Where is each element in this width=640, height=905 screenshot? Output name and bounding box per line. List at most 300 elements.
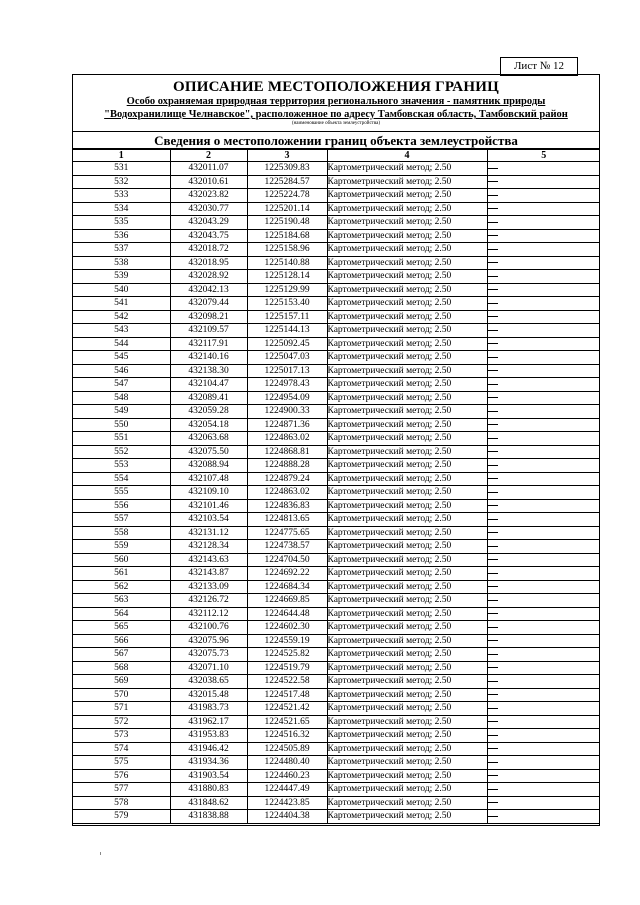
table-row [73,418,600,432]
point-number-cell: 573 [73,729,170,743]
table-row [73,216,600,230]
table-row [73,594,600,608]
description-cell [487,472,600,486]
y-coordinate-cell: 1224521.65 [247,715,327,729]
column-header: 2 [170,150,247,162]
dash-mark [488,600,498,601]
y-coordinate-cell: 1225128.14 [247,270,327,284]
dash-mark [488,411,498,412]
dash-mark [488,505,498,506]
table-row [73,310,600,324]
method-cell: Картометрический метод; 2.50 [327,351,487,365]
method-cell: Картометрический метод; 2.50 [327,175,487,189]
method-cell: Картометрический метод; 2.50 [327,418,487,432]
method-cell: Картометрический метод; 2.50 [327,648,487,662]
dash-mark [488,573,498,574]
y-coordinate-cell: 1224404.38 [247,810,327,824]
table-row [73,391,600,405]
description-cell [487,594,600,608]
x-coordinate-cell: 432112.12 [170,607,247,621]
table-row [73,810,600,824]
y-coordinate-cell: 1225153.40 [247,297,327,311]
x-coordinate-cell: 432075.73 [170,648,247,662]
method-cell: Картометрический метод; 2.50 [327,297,487,311]
table-row [73,648,600,662]
method-cell: Картометрический метод; 2.50 [327,202,487,216]
table-row [73,256,600,270]
description-cell [487,486,600,500]
method-cell: Картометрический метод; 2.50 [327,769,487,783]
dash-mark [488,438,498,439]
y-coordinate-cell: 1225017.13 [247,364,327,378]
y-coordinate-cell: 1225047.03 [247,351,327,365]
description-cell [487,189,600,203]
x-coordinate-cell: 432054.18 [170,418,247,432]
point-number-cell: 554 [73,472,170,486]
method-cell: Картометрический метод; 2.50 [327,472,487,486]
dash-mark [488,640,498,641]
table-row [73,661,600,675]
x-coordinate-cell: 432011.07 [170,162,247,176]
table-row [73,229,600,243]
point-number-cell: 541 [73,297,170,311]
y-coordinate-cell: 1224900.33 [247,405,327,419]
table-row [73,283,600,297]
method-cell: Картометрический метод; 2.50 [327,675,487,689]
method-cell: Картометрический метод; 2.50 [327,216,487,230]
dash-mark [488,478,498,479]
y-coordinate-cell: 1225092.45 [247,337,327,351]
description-cell [487,661,600,675]
x-coordinate-cell: 432015.48 [170,688,247,702]
description-cell [487,418,600,432]
description-cell [487,324,600,338]
dash-mark [488,721,498,722]
y-coordinate-cell: 1225190.48 [247,216,327,230]
description-cell [487,243,600,257]
x-coordinate-cell: 432043.29 [170,216,247,230]
description-cell [487,351,600,365]
method-cell: Картометрический метод; 2.50 [327,229,487,243]
dash-mark [488,222,498,223]
dash-mark [488,694,498,695]
table-row [73,729,600,743]
boundary-points-table [73,149,600,824]
point-number-cell: 563 [73,594,170,608]
dash-mark [488,451,498,452]
table-row [73,270,600,284]
description-cell [487,634,600,648]
object-type-line: Особо охраняемая природная территория регионального значения - памятник природы [126,96,546,107]
table-row [73,472,600,486]
description-cell [487,297,600,311]
document-title: ОПИСАНИЕ МЕСТОПОЛОЖЕНИЯ ГРАНИЦ [173,79,499,95]
object-name-caption: (наименование объекта землеустройства) [291,121,381,126]
dash-mark [488,249,498,250]
y-coordinate-cell: 1225158.96 [247,243,327,257]
point-number-cell: 535 [73,216,170,230]
description-cell [487,675,600,689]
x-coordinate-cell: 432109.10 [170,486,247,500]
y-coordinate-cell: 1224704.50 [247,553,327,567]
table-row [73,364,600,378]
x-coordinate-cell: 432104.47 [170,378,247,392]
table-row [73,324,600,338]
table-row [73,297,600,311]
description-cell [487,283,600,297]
x-coordinate-cell: 432038.65 [170,675,247,689]
description-cell [487,337,600,351]
dash-mark [488,748,498,749]
table-row [73,553,600,567]
y-coordinate-cell: 1224775.65 [247,526,327,540]
point-number-cell: 555 [73,486,170,500]
method-cell: Картометрический метод; 2.50 [327,486,487,500]
point-number-cell: 558 [73,526,170,540]
y-coordinate-cell: 1224559.19 [247,634,327,648]
x-coordinate-cell: 432089.41 [170,391,247,405]
dash-mark [488,519,498,520]
point-number-cell: 548 [73,391,170,405]
dash-mark [488,303,498,304]
point-number-cell: 544 [73,337,170,351]
y-coordinate-cell: 1224516.32 [247,729,327,743]
y-coordinate-cell: 1224460.23 [247,769,327,783]
table-row [73,702,600,716]
method-cell: Картометрический метод; 2.50 [327,405,487,419]
table-row [73,243,600,257]
x-coordinate-cell: 432133.09 [170,580,247,594]
dash-mark [488,289,498,290]
object-name-line: "Водохранилище Челнавское", расположенное по адресу Тамбовская область, Тамбовский район [104,109,568,120]
dash-mark [488,195,498,196]
method-cell: Картометрический метод; 2.50 [327,270,487,284]
point-number-cell: 539 [73,270,170,284]
y-coordinate-cell: 1224517.48 [247,688,327,702]
point-number-cell: 547 [73,378,170,392]
method-cell: Картометрический метод; 2.50 [327,499,487,513]
x-coordinate-cell: 432117.91 [170,337,247,351]
description-cell [487,688,600,702]
x-coordinate-cell: 432030.77 [170,202,247,216]
point-number-cell: 534 [73,202,170,216]
dash-mark [488,613,498,614]
dash-mark [488,627,498,628]
table-row [73,202,600,216]
x-coordinate-cell: 432098.21 [170,310,247,324]
method-cell: Картометрический метод; 2.50 [327,594,487,608]
x-coordinate-cell: 431880.83 [170,783,247,797]
point-number-cell: 533 [73,189,170,203]
column-header: 1 [73,150,170,162]
table-row [73,351,600,365]
dash-mark [488,532,498,533]
x-coordinate-cell: 432075.96 [170,634,247,648]
method-cell: Картометрический метод; 2.50 [327,243,487,257]
method-cell: Картометрический метод; 2.50 [327,810,487,824]
x-coordinate-cell: 432138.30 [170,364,247,378]
dash-mark [488,735,498,736]
x-coordinate-cell: 432143.63 [170,553,247,567]
method-cell: Картометрический метод; 2.50 [327,337,487,351]
point-number-cell: 560 [73,553,170,567]
x-coordinate-cell: 432042.13 [170,283,247,297]
method-cell: Картометрический метод; 2.50 [327,634,487,648]
table-row [73,540,600,554]
dash-mark [488,492,498,493]
y-coordinate-cell: 1224447.49 [247,783,327,797]
y-coordinate-cell: 1224863.02 [247,432,327,446]
y-coordinate-cell: 1224868.81 [247,445,327,459]
point-number-cell: 577 [73,783,170,797]
description-cell [487,526,600,540]
y-coordinate-cell: 1224669.85 [247,594,327,608]
point-number-cell: 572 [73,715,170,729]
dash-mark [488,424,498,425]
method-cell: Картометрический метод; 2.50 [327,162,487,176]
method-cell: Картометрический метод; 2.50 [327,661,487,675]
x-coordinate-cell: 431934.36 [170,756,247,770]
point-number-cell: 552 [73,445,170,459]
description-cell [487,580,600,594]
description-cell [487,715,600,729]
dash-mark [488,168,498,169]
table-row [73,526,600,540]
method-cell: Картометрический метод; 2.50 [327,756,487,770]
description-cell [487,648,600,662]
method-cell: Картометрический метод; 2.50 [327,324,487,338]
x-coordinate-cell: 431962.17 [170,715,247,729]
scan-mark [100,852,101,855]
dash-mark [488,397,498,398]
x-coordinate-cell: 431983.73 [170,702,247,716]
description-cell [487,729,600,743]
description-cell [487,607,600,621]
point-number-cell: 538 [73,256,170,270]
table-row [73,634,600,648]
x-coordinate-cell: 432079.44 [170,297,247,311]
x-coordinate-cell: 432071.10 [170,661,247,675]
y-coordinate-cell: 1224519.79 [247,661,327,675]
y-coordinate-cell: 1224423.85 [247,796,327,810]
table-row [73,675,600,689]
point-number-cell: 569 [73,675,170,689]
description-cell [487,756,600,770]
x-coordinate-cell: 432043.75 [170,229,247,243]
method-cell: Картометрический метод; 2.50 [327,378,487,392]
y-coordinate-cell: 1225201.14 [247,202,327,216]
table-row [73,432,600,446]
description-cell [487,567,600,581]
y-coordinate-cell: 1224863.02 [247,486,327,500]
point-number-cell: 537 [73,243,170,257]
description-cell [487,540,600,554]
y-coordinate-cell: 1224871.36 [247,418,327,432]
x-coordinate-cell: 432140.16 [170,351,247,365]
description-cell [487,270,600,284]
method-cell: Картометрический метод; 2.50 [327,256,487,270]
description-cell [487,391,600,405]
method-cell: Картометрический метод; 2.50 [327,526,487,540]
description-cell [487,769,600,783]
method-cell: Картометрический метод; 2.50 [327,459,487,473]
dash-mark [488,262,498,263]
table-row [73,189,600,203]
table-row [73,405,600,419]
description-cell [487,796,600,810]
description-cell [487,459,600,473]
point-number-cell: 576 [73,769,170,783]
point-number-cell: 549 [73,405,170,419]
dash-mark [488,816,498,817]
point-number-cell: 578 [73,796,170,810]
y-coordinate-cell: 1225309.83 [247,162,327,176]
method-cell: Картометрический метод; 2.50 [327,283,487,297]
table-row [73,162,600,176]
x-coordinate-cell: 431953.83 [170,729,247,743]
point-number-cell: 551 [73,432,170,446]
y-coordinate-cell: 1224836.83 [247,499,327,513]
description-cell [487,175,600,189]
dash-mark [488,789,498,790]
y-coordinate-cell: 1224602.30 [247,621,327,635]
dash-mark [488,384,498,385]
point-number-cell: 553 [73,459,170,473]
point-number-cell: 574 [73,742,170,756]
method-cell: Картометрический метод; 2.50 [327,553,487,567]
x-coordinate-cell: 432075.50 [170,445,247,459]
dash-mark [488,775,498,776]
x-coordinate-cell: 432100.76 [170,621,247,635]
dash-mark [488,667,498,668]
y-coordinate-cell: 1224738.57 [247,540,327,554]
y-coordinate-cell: 1224525.82 [247,648,327,662]
method-cell: Картометрический метод; 2.50 [327,513,487,527]
point-number-cell: 546 [73,364,170,378]
point-number-cell: 545 [73,351,170,365]
table-row [73,378,600,392]
method-cell: Картометрический метод; 2.50 [327,540,487,554]
x-coordinate-cell: 432109.57 [170,324,247,338]
description-cell [487,202,600,216]
dash-mark [488,357,498,358]
column-header: 4 [327,150,487,162]
method-cell: Картометрический метод; 2.50 [327,432,487,446]
table-header-row [73,150,600,162]
x-coordinate-cell: 431848.62 [170,796,247,810]
dash-mark [488,235,498,236]
dash-mark [488,546,498,547]
method-cell: Картометрический метод; 2.50 [327,742,487,756]
x-coordinate-cell: 432131.12 [170,526,247,540]
description-cell [487,621,600,635]
x-coordinate-cell: 432128.34 [170,540,247,554]
y-coordinate-cell: 1224480.40 [247,756,327,770]
x-coordinate-cell: 432028.92 [170,270,247,284]
method-cell: Картометрический метод; 2.50 [327,688,487,702]
description-cell [487,216,600,230]
y-coordinate-cell: 1224522.58 [247,675,327,689]
point-number-cell: 556 [73,499,170,513]
method-cell: Картометрический метод; 2.50 [327,621,487,635]
point-number-cell: 550 [73,418,170,432]
x-coordinate-cell: 432063.68 [170,432,247,446]
dash-mark [488,586,498,587]
description-cell [487,445,600,459]
point-number-cell: 536 [73,229,170,243]
description-cell [487,553,600,567]
dash-mark [488,330,498,331]
table-row [73,567,600,581]
dash-mark [488,316,498,317]
method-cell: Картометрический метод; 2.50 [327,702,487,716]
point-number-cell: 543 [73,324,170,338]
y-coordinate-cell: 1224692.22 [247,567,327,581]
table-row [73,513,600,527]
point-number-cell: 564 [73,607,170,621]
x-coordinate-cell: 432018.95 [170,256,247,270]
x-coordinate-cell: 431946.42 [170,742,247,756]
dash-mark [488,762,498,763]
y-coordinate-cell: 1224888.28 [247,459,327,473]
method-cell: Картометрический метод; 2.50 [327,189,487,203]
x-coordinate-cell: 432107.48 [170,472,247,486]
y-coordinate-cell: 1225184.68 [247,229,327,243]
point-number-cell: 542 [73,310,170,324]
x-coordinate-cell: 432023.82 [170,189,247,203]
column-header: 3 [247,150,327,162]
table-row [73,445,600,459]
table-row [73,499,600,513]
dash-mark [488,465,498,466]
table-row [73,756,600,770]
section-heading-box [73,131,599,149]
point-number-cell: 568 [73,661,170,675]
point-number-cell: 562 [73,580,170,594]
description-cell [487,499,600,513]
y-coordinate-cell: 1225144.13 [247,324,327,338]
description-cell [487,432,600,446]
y-coordinate-cell: 1224684.34 [247,580,327,594]
description-cell [487,378,600,392]
dash-mark [488,559,498,560]
y-coordinate-cell: 1224978.43 [247,378,327,392]
method-cell: Картометрический метод; 2.50 [327,729,487,743]
x-coordinate-cell: 432103.54 [170,513,247,527]
method-cell: Картометрический метод; 2.50 [327,796,487,810]
description-cell [487,256,600,270]
sheet-number: Лист № 12 [500,57,578,76]
dash-mark [488,654,498,655]
description-cell [487,405,600,419]
y-coordinate-cell: 1224879.24 [247,472,327,486]
section-heading: Сведения о местоположении границ объекта землеустройства [154,133,518,148]
table-row [73,688,600,702]
x-coordinate-cell: 431903.54 [170,769,247,783]
y-coordinate-cell: 1224505.89 [247,742,327,756]
method-cell: Картометрический метод; 2.50 [327,783,487,797]
dash-mark [488,370,498,371]
method-cell: Картометрический метод; 2.50 [327,567,487,581]
method-cell: Картометрический метод; 2.50 [327,445,487,459]
y-coordinate-cell: 1225140.88 [247,256,327,270]
y-coordinate-cell: 1224521.42 [247,702,327,716]
point-number-cell: 571 [73,702,170,716]
x-coordinate-cell: 431838.88 [170,810,247,824]
description-cell [487,702,600,716]
point-number-cell: 559 [73,540,170,554]
description-cell [487,364,600,378]
